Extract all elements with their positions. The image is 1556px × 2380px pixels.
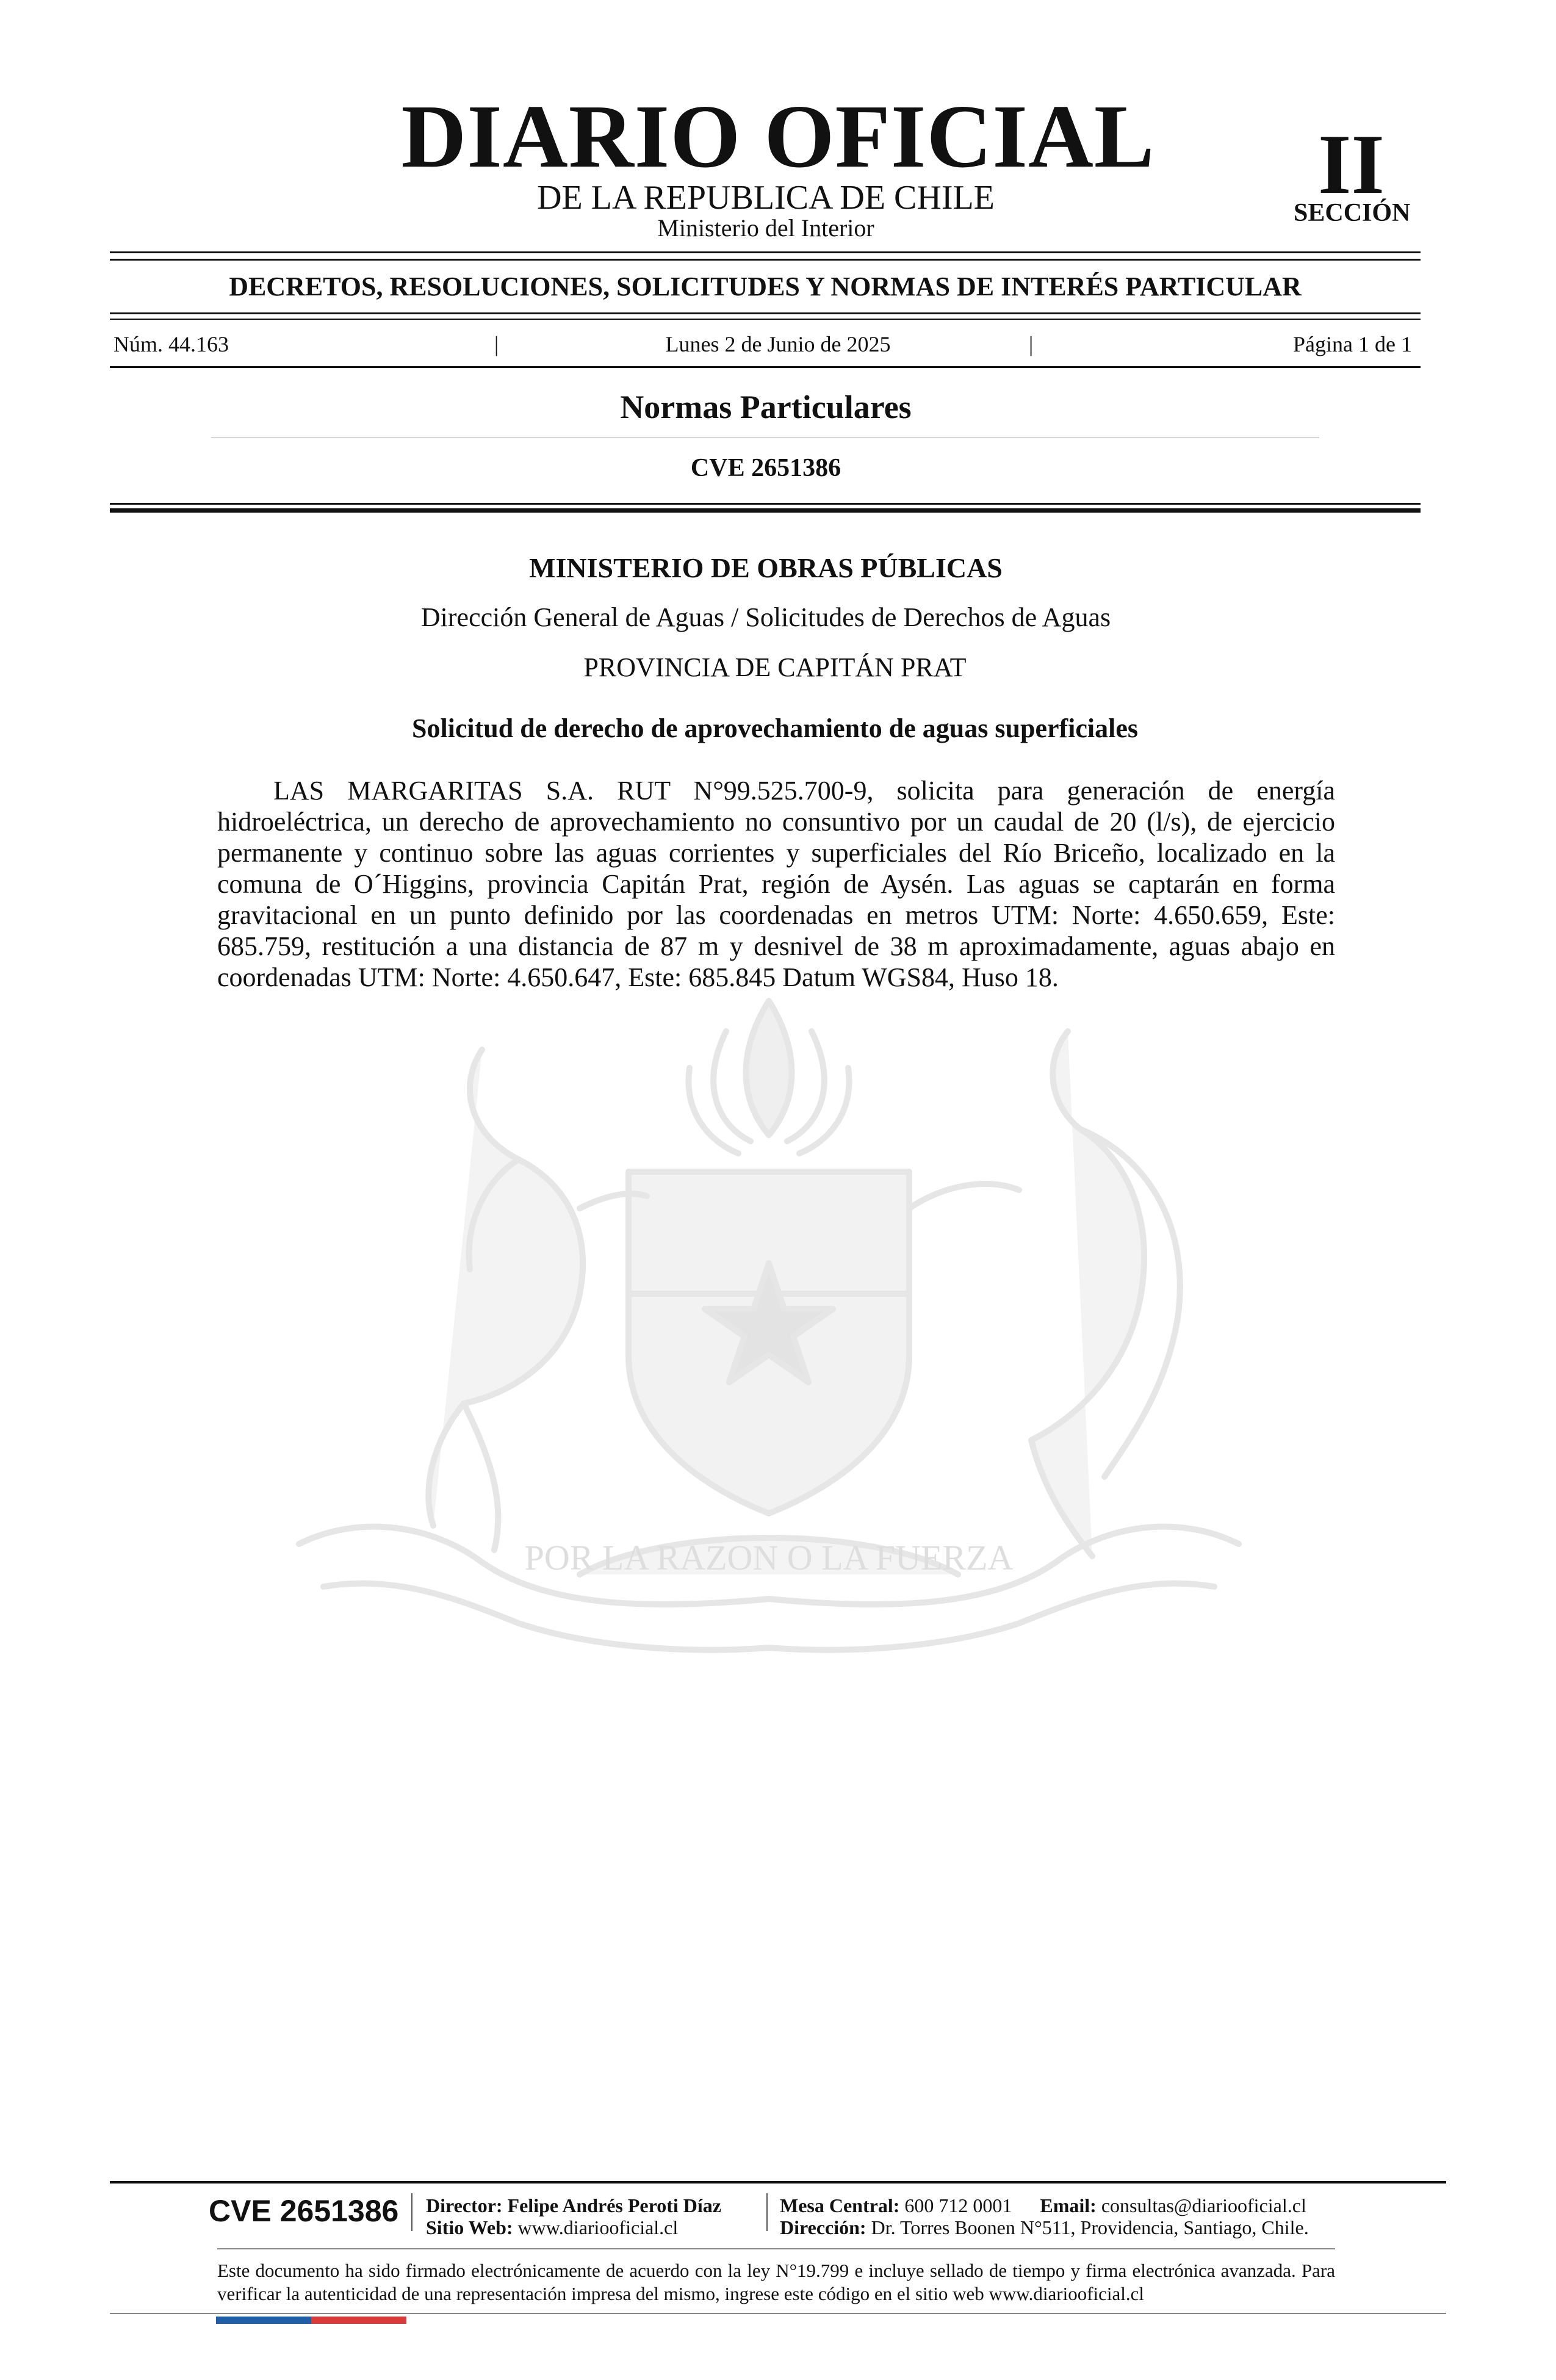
director-name: Felipe Andrés Peroti Díaz: [507, 2194, 721, 2216]
section-label: SECCIÓN: [1294, 199, 1411, 227]
motto-text: POR LA RAZON O LA FUERZA: [524, 1538, 1014, 1578]
province-heading: PROVINCIA DE CAPITÁN PRAT: [583, 652, 967, 682]
address-label: Dirección:: [780, 2216, 866, 2238]
issue-separator: |: [494, 332, 499, 356]
issue-number: Núm. 44.163: [113, 332, 229, 356]
issue-rule: [110, 366, 1421, 368]
heading-rule: [110, 503, 1421, 505]
heading-rule-thick: [110, 508, 1421, 513]
heading-divider: [211, 437, 1319, 438]
footer-cve-code: CVE 2651386: [209, 2194, 399, 2228]
section-heading: Normas Particulares: [620, 389, 912, 425]
document-body: LAS MARGARITAS S.A. RUT N°99.525.700-9, solicita para generación de energía hidroeléctrica, un derecho de aprovechamiento no consuntivo por un caudal de 20 (l/s), de ejercicio permanente y continuo sobre las aguas corrientes y superficiales del Río Briceño, localizado en la comuna de O´Higgins, provincia Capitán Prat, región de Aysén. Las aguas se captarán en forma gravitacional en un punto definido por las coordenadas en metros UTM: Norte: 4.650.659, Este: 685.759, restitución a una distancia de 87 m y desnivel de 38 m aproximadamente, aguas abajo en coordenadas UTM: Norte: 4.650.647, Este: 685.845 Datum WGS84, Huso 18.: [217, 776, 1335, 992]
email-label: Email:: [1040, 2194, 1097, 2216]
ministry-line: Ministerio del Interior: [657, 214, 874, 242]
website-link[interactable]: www.diariooficial.cl: [517, 2216, 679, 2238]
category-rule: [110, 312, 1421, 314]
phone-number: 600 712 0001: [904, 2194, 1012, 2216]
masthead-rule: [110, 251, 1421, 253]
issue-date: Lunes 2 de Junio de 2025: [665, 332, 891, 356]
section-number: II: [1318, 117, 1385, 212]
footer-divider-line: [217, 2248, 1335, 2249]
issuing-ministry: MINISTERIO DE OBRAS PÚBLICAS: [529, 552, 1003, 583]
email-address[interactable]: consultas@diariooficial.cl: [1101, 2194, 1306, 2216]
flag-stripe-red: [311, 2317, 406, 2324]
newspaper-title: DIARIO OFICIAL: [401, 87, 1155, 187]
cve-code: CVE 2651386: [690, 454, 841, 482]
phone-label: Mesa Central:: [780, 2194, 900, 2216]
category-rule: [110, 319, 1421, 320]
footer-director: [426, 2196, 721, 2215]
director-label: Director:: [426, 2194, 503, 2216]
address-text: Dr. Torres Boonen N°511, Providencia, Santiago, Chile.: [871, 2216, 1309, 2238]
footer-rule: [110, 2181, 1446, 2183]
coat-of-arms-watermark: [201, 976, 1336, 1678]
document-title: Solicitud de derecho de aprovechamiento de aguas superficiales: [411, 713, 1139, 743]
footer-website: [426, 2218, 678, 2237]
footer-address: [780, 2218, 1309, 2237]
issuing-direction: Dirección General de Aguas / Solicitudes de Derechos de Aguas: [420, 602, 1111, 632]
website-label: Sitio Web:: [426, 2216, 513, 2238]
newspaper-subtitle: DE LA REPUBLICA DE CHILE: [537, 179, 995, 217]
masthead-rule: [110, 259, 1421, 261]
page-indicator: Página 1 de 1: [1293, 332, 1412, 356]
category-heading: DECRETOS, RESOLUCIONES, SOLICITUDES Y NORMAS DE INTERÉS PARTICULAR: [229, 272, 1302, 301]
legal-note: Este documento ha sido firmado electrónicamente de acuerdo con la ley N°19.799 e incluye sellado de tiempo y firma electrónica avanzada. Para verificar la autenticidad de una representación impresa del mismo, ingrese este código en el sitio web www.diariooficial.cl: [217, 2260, 1335, 2304]
footer-divider: [411, 2193, 412, 2231]
issue-separator: |: [1029, 332, 1034, 356]
footer-contact: [780, 2196, 1306, 2215]
flag-stripe-blue: [216, 2317, 311, 2324]
footer-bottom-rule: [110, 2313, 1446, 2314]
footer-divider: [766, 2193, 768, 2231]
